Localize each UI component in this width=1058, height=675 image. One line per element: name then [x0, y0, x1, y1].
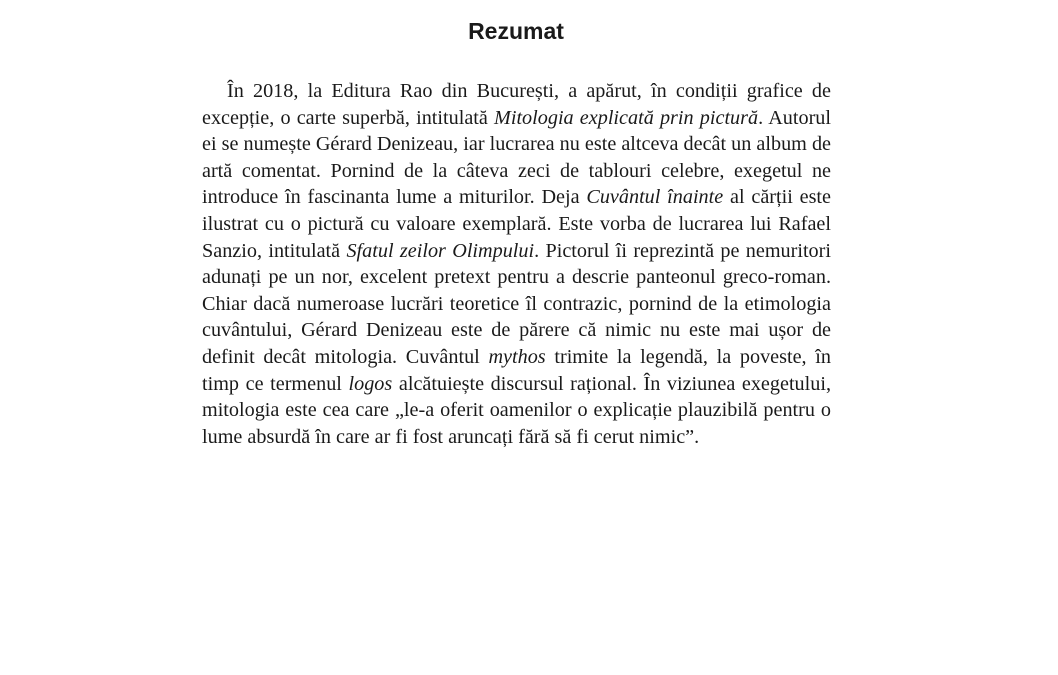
- painting-title-italic: Sfatul zeilor Olimpului: [346, 239, 535, 262]
- abstract-text-segment: . Autorul ei se numește Gérard Denizeau, iar lucrarea nu este altceva decât un album de artă comentat. Pornind de la câteva zeci de tablouri celebre, exegetul ne introduce în fascinanta lume a miturilor. Deja: [202, 106, 831, 209]
- term-mythos-italic: mythos: [488, 345, 546, 368]
- book-title-italic: Mitologia explicată prin pictură: [494, 106, 759, 129]
- foreword-title-italic: Cuvântul înainte: [586, 186, 724, 209]
- page-title: Rezumat: [468, 18, 564, 44]
- term-logos-italic: logos: [348, 372, 393, 395]
- abstract-text-segment: . Pictorul îi reprezintă pe nemuritori adunați pe un nor, excelent pretext pentru a descrie panteonul greco-roman. Chiar dacă numeroase lucrări teoretice îl contrazic, pornind de la etimologia cuvântului, Gérard Denizeau este de părere că nimic nu este mai ușor de definit decât mitologia. Cuvântul: [202, 239, 831, 368]
- abstract-paragraph: [202, 78, 831, 450]
- abstract-text-segment: trimite la legendă, la poveste, în timp ce termenul: [202, 345, 831, 395]
- abstract-text-segment: În 2018, la Editura Rao din București, a apărut, în condiții grafice de excepție, o carte superbă, intitulată: [202, 80, 831, 129]
- abstract-text-segment: alcătuiește discursul rațional. În viziunea exegetului, mitologia este cea care „le-a oferit oamenilor o explicație plauzibilă pentru o lume absurdă în care ar fi fost aruncați fără să fi cerut nimic”.: [202, 372, 832, 448]
- abstract-text-segment: al cărții este ilustrat cu o pictură cu valoare exemplară. Este vorba de lucrarea lui Rafael Sanzio, intitulată: [202, 186, 831, 262]
